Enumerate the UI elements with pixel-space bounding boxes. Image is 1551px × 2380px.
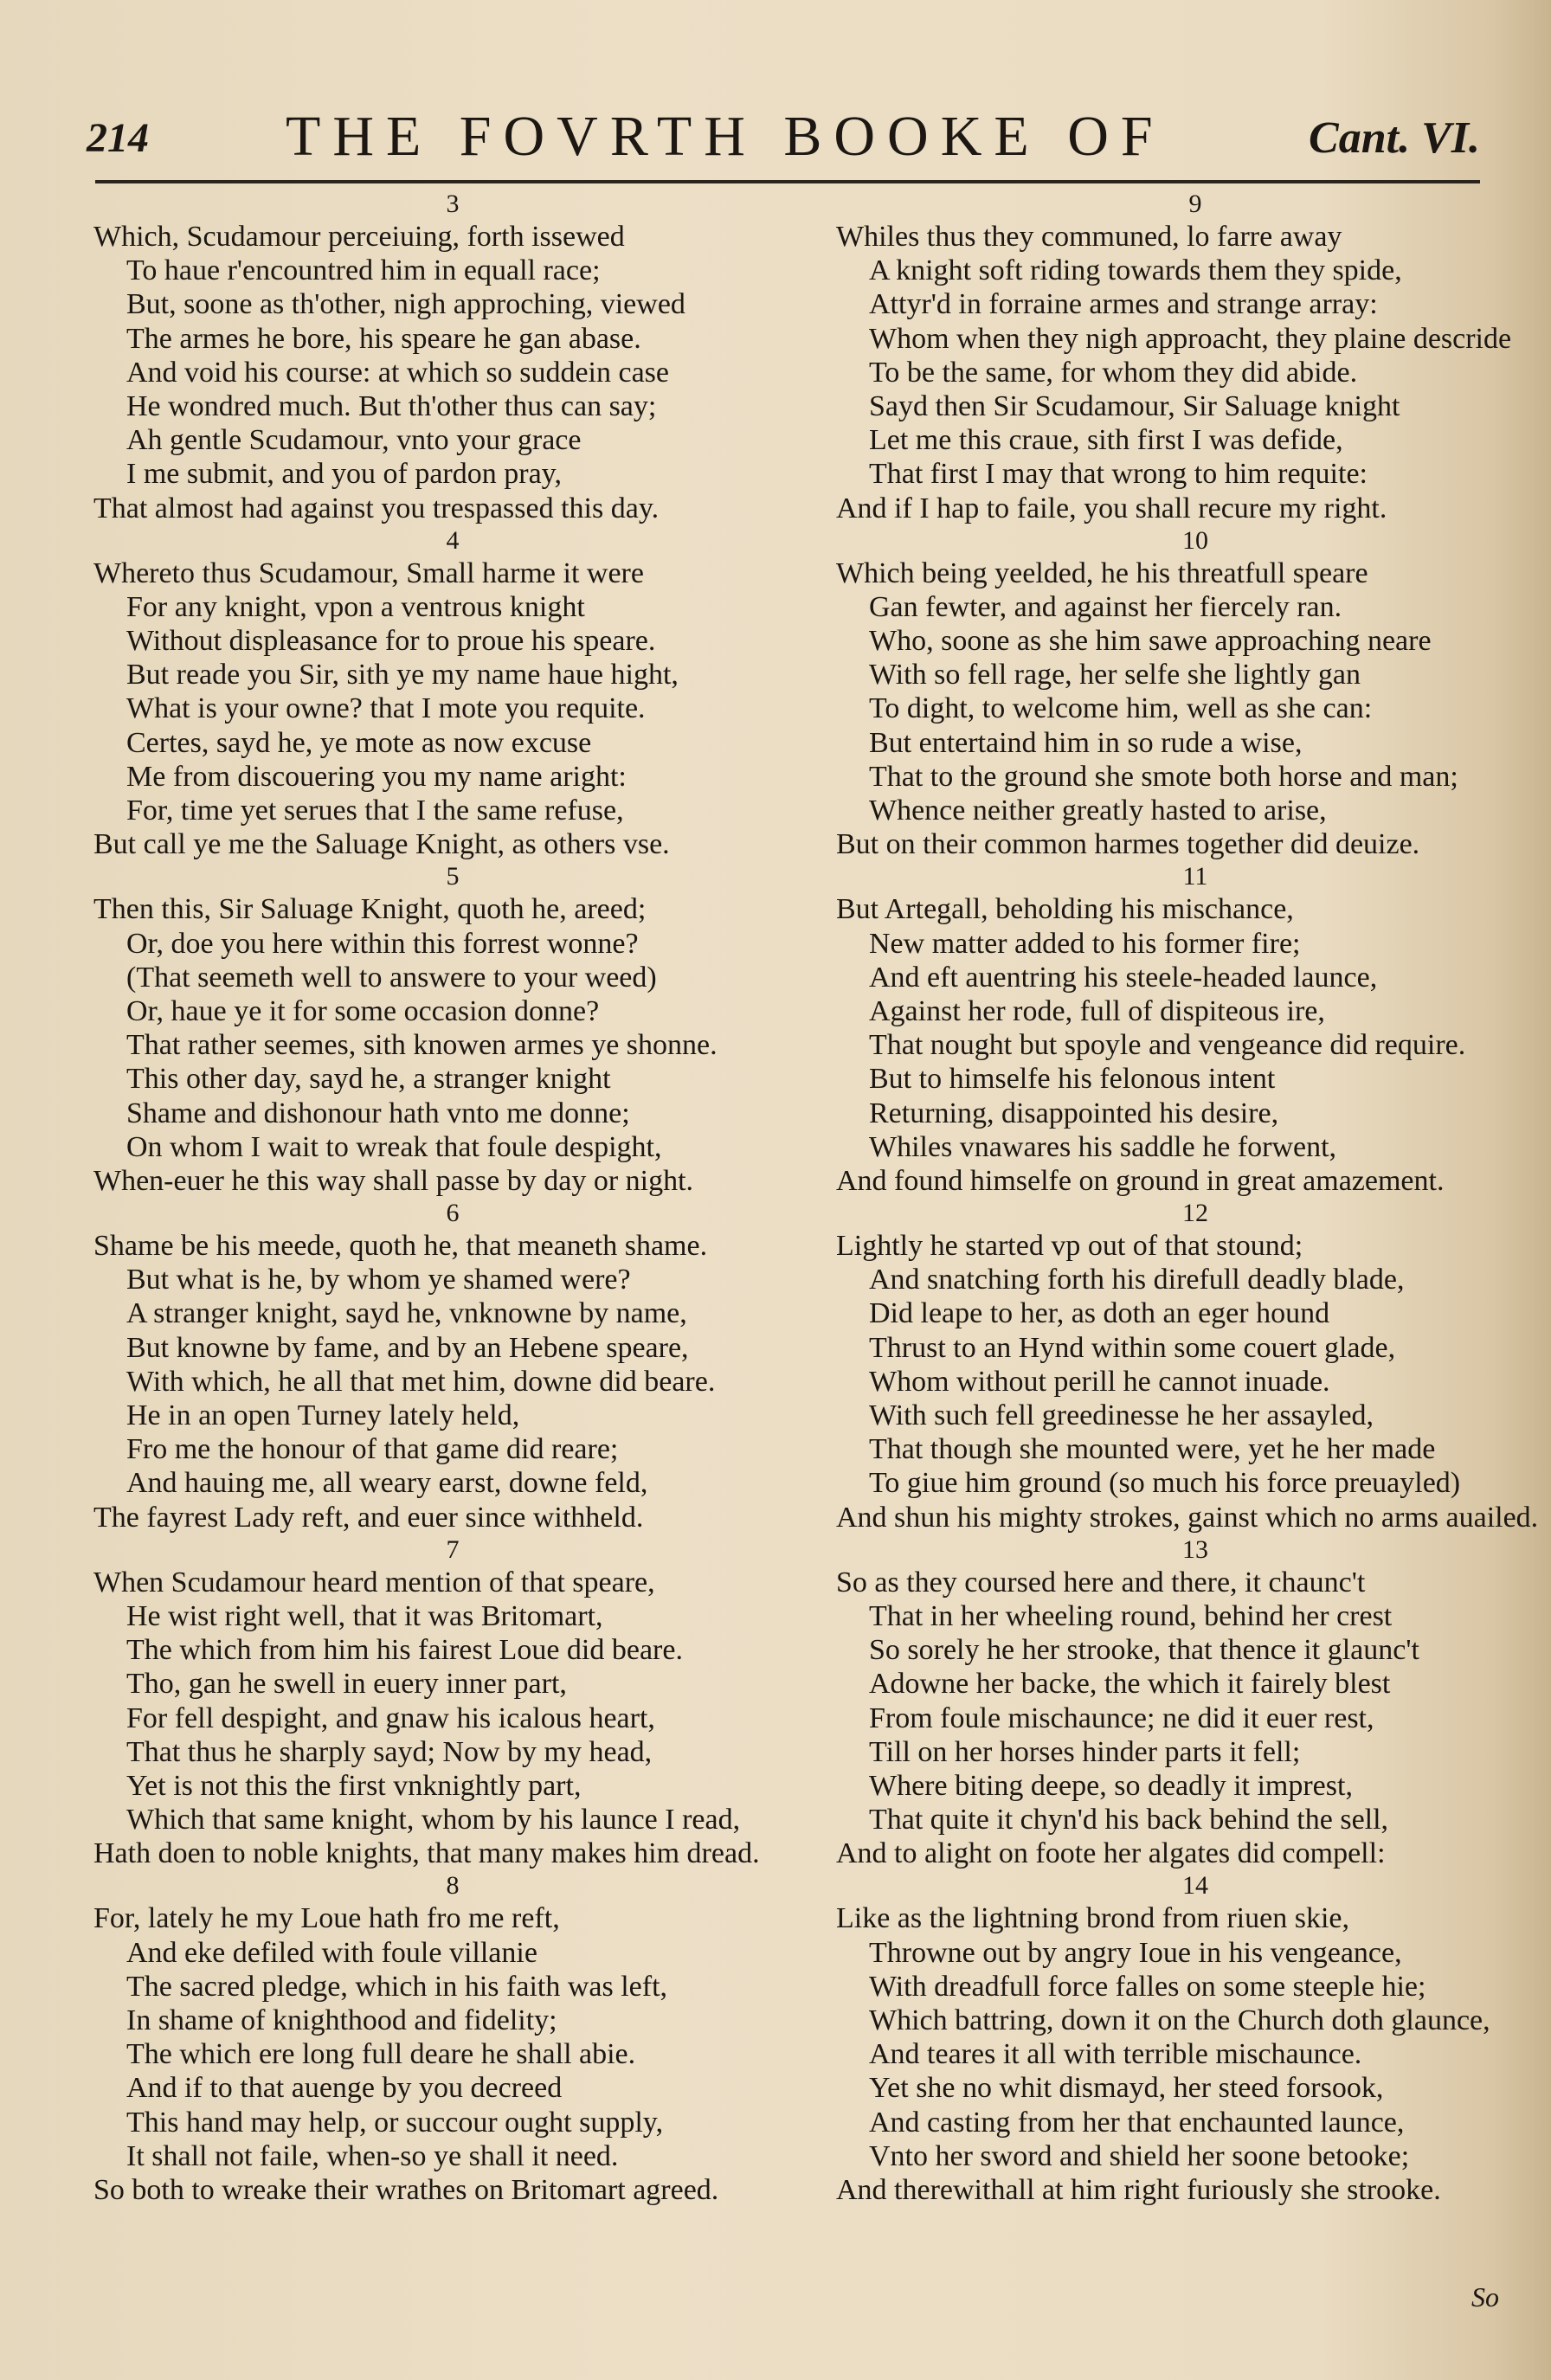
verse-line: A knight soft riding towards them they spide, bbox=[869, 254, 1402, 287]
verse-line: Fro me the honour of that game did reare; bbox=[126, 1433, 619, 1466]
verse-line: And therewithall at him right furiously she strooke. bbox=[836, 2173, 1441, 2206]
verse-line: That almost had against you trespassed this day. bbox=[93, 492, 660, 524]
verse-line: So as they coursed here and there, it chaunc't bbox=[836, 1566, 1366, 1598]
verse-line: But, soone as th'other, nigh approching, viewed bbox=[126, 288, 685, 321]
verse-line: Hath doen to noble knights, that many makes him dread. bbox=[93, 1837, 760, 1870]
verse-line: That quite it chyn'd his back behind the sell, bbox=[869, 1804, 1389, 1836]
verse-line: That first I may that wrong to him requite: bbox=[869, 458, 1368, 491]
verse-line: The sacred pledge, which in his faith was left, bbox=[126, 1970, 668, 2003]
verse-line: And if to that auenge by you decreed bbox=[126, 2072, 563, 2105]
verse-line: A stranger knight, sayd he, vnknowne by name, bbox=[126, 1297, 687, 1330]
verse-line: (That seemeth well to answere to your weed) bbox=[126, 961, 657, 994]
verse-line: With which, he all that met him, downe did beare. bbox=[126, 1365, 716, 1398]
verse-line: He in an open Turney lately held, bbox=[126, 1399, 520, 1431]
verse-line: And void his course: at which so suddein case bbox=[126, 356, 669, 389]
verse-line: It shall not faile, when-so ye shall it need. bbox=[126, 2139, 619, 2172]
verse-line: Like as the lightning brond from riuen skie, bbox=[836, 1902, 1349, 1935]
running-title: THE FOVRTH BOOKE OF bbox=[286, 105, 1165, 168]
verse-line: Without displeasance for to proue his speare. bbox=[126, 625, 656, 658]
verse-line: Whom when they nigh approacht, they plaine descride bbox=[869, 322, 1512, 355]
stanza-number: 7 bbox=[446, 1534, 460, 1564]
verse-line: And shun his mighty strokes, gainst which no arms auailed. bbox=[836, 1501, 1539, 1534]
page-header bbox=[87, 104, 1480, 173]
verse-line: With such fell greedinesse he her assayled, bbox=[869, 1399, 1374, 1431]
verse-line: Throwne out by angry Ioue in his vengeance, bbox=[869, 1936, 1402, 1969]
stanza-number: 4 bbox=[446, 525, 460, 555]
stanza-number: 6 bbox=[446, 1199, 460, 1228]
verse-line: With dreadfull force falles on some steeple hie; bbox=[869, 1970, 1426, 2003]
verse-line: And snatching forth his direfull deadly blade, bbox=[869, 1264, 1405, 1296]
verse-line: Tho, gan he swell in euery inner part, bbox=[126, 1668, 567, 1701]
verse-line: That to the ground she smote both horse and man; bbox=[869, 760, 1458, 793]
verse-line: The which ere long full deare he shall abie. bbox=[126, 2038, 636, 2071]
verse-line: Whiles thus they communed, lo farre away bbox=[836, 221, 1342, 253]
verse-line: Yet is not this the first vnknightly part, bbox=[126, 1769, 582, 1802]
verse-line: Me from discouering you my name aright: bbox=[126, 760, 627, 793]
verse-line: But knowne by fame, and by an Hebene speare, bbox=[126, 1331, 689, 1364]
stanza-number: 10 bbox=[1182, 525, 1208, 555]
verse-line: To dight, to welcome him, well as she can: bbox=[869, 692, 1373, 725]
verse-line: That rather seemes, sith knowen armes ye shonne. bbox=[126, 1029, 718, 1062]
verse-line: But on their common harmes together did deuize. bbox=[836, 828, 1420, 861]
verse-line: Till on her horses hinder parts it fell; bbox=[869, 1735, 1301, 1768]
verse-line: And if I hap to faile, you shall recure my right. bbox=[836, 492, 1387, 524]
verse-line: When-euer he this way shall passe by day or night. bbox=[93, 1164, 694, 1197]
verse-line: Where biting deepe, so deadly it imprest, bbox=[869, 1769, 1353, 1802]
verse-line: And casting from her that enchaunted launce, bbox=[869, 2106, 1405, 2139]
verse-line: When Scudamour heard mention of that speare, bbox=[93, 1566, 655, 1598]
verse-line: But reade you Sir, sith ye my name haue hight, bbox=[126, 659, 679, 691]
verse-line: To be the same, for whom they did abide. bbox=[869, 356, 1358, 389]
verse-line: Gan fewter, and against her fiercely ran. bbox=[869, 590, 1342, 623]
verse-line: And eft auentring his steele-headed launce, bbox=[869, 961, 1378, 994]
verse-line: Did leape to her, as doth an eger hound bbox=[869, 1297, 1330, 1330]
left-column bbox=[93, 189, 812, 2207]
verse-line: Let me this craue, sith first I was defide, bbox=[869, 424, 1343, 457]
verse-line: The which from him his fairest Loue did beare. bbox=[126, 1634, 683, 1667]
verse-line: On whom I wait to wreak that foule despight, bbox=[126, 1130, 662, 1163]
verse-line: Lightly he started vp out of that stound; bbox=[836, 1230, 1303, 1263]
verse-line: Returning, disappointed his desire, bbox=[869, 1097, 1279, 1129]
verse-line: But entertaind him in so rude a wise, bbox=[869, 726, 1303, 759]
verse-line: Which battring, down it on the Church doth glaunce, bbox=[869, 2004, 1490, 2036]
verse-line: But what is he, by whom ye shamed were? bbox=[126, 1264, 631, 1296]
stanza-number: 9 bbox=[1188, 190, 1202, 218]
verse-line: From foule mischaunce; ne did it euer rest, bbox=[869, 1701, 1374, 1734]
verse-line: What is your owne? that I mote you requite. bbox=[126, 692, 646, 725]
verse-line: But to himselfe his felonous intent bbox=[869, 1063, 1276, 1096]
stanza-number: 11 bbox=[1182, 862, 1208, 891]
verse-line: He wist right well, that it was Britomart, bbox=[126, 1599, 603, 1632]
verse-line: And hauing me, all weary earst, downe feld, bbox=[126, 1467, 648, 1500]
verse-line: Which, Scudamour perceiuing, forth issewed bbox=[93, 221, 625, 253]
stanza-number: 13 bbox=[1182, 1534, 1208, 1564]
verse-line: This hand may help, or succour ought supply, bbox=[126, 2106, 664, 2139]
verse-line: Whiles vnawares his saddle he forwent, bbox=[869, 1130, 1337, 1163]
verse-line: I me submit, and you of pardon pray, bbox=[126, 458, 562, 491]
verse-line: The fayrest Lady reft, and euer since withheld. bbox=[93, 1501, 644, 1534]
verse-line: Vnto her sword and shield her soone betooke; bbox=[869, 2139, 1410, 2172]
verse-line: Whereto thus Scudamour, Small harme it were bbox=[93, 556, 644, 589]
verse-line: So sorely he her strooke, that thence it glaunc't bbox=[869, 1634, 1419, 1667]
right-column bbox=[836, 189, 1551, 2207]
verse-line: He wondred much. But th'other thus can say; bbox=[126, 389, 657, 422]
verse-line: That in her wheeling round, behind her crest bbox=[869, 1599, 1393, 1632]
verse-line: Shame be his meede, quoth he, that meaneth shame. bbox=[93, 1230, 708, 1263]
stanza-number: 14 bbox=[1182, 1871, 1208, 1901]
verse-line: But call ye me the Saluage Knight, as others vse. bbox=[93, 828, 670, 861]
verse-line: For any knight, vpon a ventrous knight bbox=[126, 590, 585, 623]
verse-line: Thrust to an Hynd within some couert glade, bbox=[869, 1331, 1396, 1364]
verse-line: And teares it all with terrible mischaunce. bbox=[869, 2038, 1362, 2071]
verse-line: Attyr'd in forraine armes and strange array: bbox=[869, 288, 1378, 321]
verse-line: To haue r'encountred him in equall race; bbox=[126, 254, 601, 287]
verse-line: Whom without perill he cannot inuade. bbox=[869, 1365, 1330, 1398]
verse-line: For, lately he my Loue hath fro me reft, bbox=[93, 1902, 560, 1935]
verse-line: That thus he sharply sayd; Now by my head, bbox=[126, 1735, 653, 1768]
verse-line: Yet she no whit dismayd, her steed forsook, bbox=[869, 2072, 1384, 2105]
verse-line: Sayd then Sir Scudamour, Sir Saluage knight bbox=[869, 389, 1400, 422]
verse-line: Whence neither greatly hasted to arise, bbox=[869, 794, 1327, 827]
verse-line: Against her rode, full of dispiteous ire, bbox=[869, 994, 1325, 1027]
stanza-number: 8 bbox=[446, 1871, 460, 1901]
header-rule bbox=[95, 180, 1480, 183]
verse-line: Or, haue ye it for some occasion donne? bbox=[126, 994, 600, 1027]
verse-line: And found himselfe on ground in great amazement. bbox=[836, 1164, 1445, 1197]
verse-line: New matter added to his former fire; bbox=[869, 927, 1301, 960]
verse-line: Who, soone as she him sawe approaching neare bbox=[869, 625, 1432, 658]
verse-line: Certes, sayd he, ye mote as now excuse bbox=[126, 726, 592, 759]
catchword: So bbox=[1471, 2281, 1499, 2312]
verse-line: Which being yeelded, he his threatfull speare bbox=[836, 556, 1368, 589]
stanza-number: 5 bbox=[446, 862, 460, 891]
verse-line: Shame and dishonour hath vnto me donne; bbox=[126, 1097, 630, 1129]
verse-line: That nought but spoyle and vengeance did require. bbox=[869, 1029, 1466, 1062]
verse-line: Then this, Sir Saluage Knight, quoth he, areed; bbox=[93, 893, 647, 926]
page-number: 214 bbox=[87, 115, 149, 161]
verse-line: And to alight on foote her algates did compell: bbox=[836, 1837, 1386, 1870]
verse-line: Ah gentle Scudamour, vnto your grace bbox=[126, 424, 582, 457]
verse-line: Adowne her backe, the which it fairely blest bbox=[869, 1668, 1391, 1701]
verse-line: For, time yet serues that I the same refuse, bbox=[126, 794, 624, 827]
canto-label: Cant. VI. bbox=[1309, 113, 1480, 163]
verse-line: Which that same knight, whom by his launce I read, bbox=[126, 1804, 741, 1836]
verse-line: And eke defiled with foule villanie bbox=[126, 1936, 537, 1969]
verse-line: To giue him ground (so much his force preuayled) bbox=[869, 1467, 1461, 1500]
verse-line: That though she mounted were, yet he her made bbox=[869, 1433, 1436, 1466]
verse-line: For fell despight, and gnaw his icalous heart, bbox=[126, 1701, 655, 1734]
verse-line: This other day, sayd he, a stranger knight bbox=[126, 1063, 611, 1096]
verse-line: Or, doe you here within this forrest wonne? bbox=[126, 927, 639, 960]
verse-line: So both to wreake their wrathes on Britomart agreed. bbox=[93, 2173, 719, 2206]
stanza-number: 3 bbox=[446, 190, 460, 218]
verse-line: With so fell rage, her selfe she lightly gan bbox=[869, 659, 1361, 691]
verse-line: But Artegall, beholding his mischance, bbox=[836, 893, 1294, 926]
stanza-number: 12 bbox=[1182, 1199, 1208, 1228]
verse-line: In shame of knighthood and fidelity; bbox=[126, 2004, 557, 2036]
verse-line: The armes he bore, his speare he gan abase. bbox=[126, 322, 641, 355]
